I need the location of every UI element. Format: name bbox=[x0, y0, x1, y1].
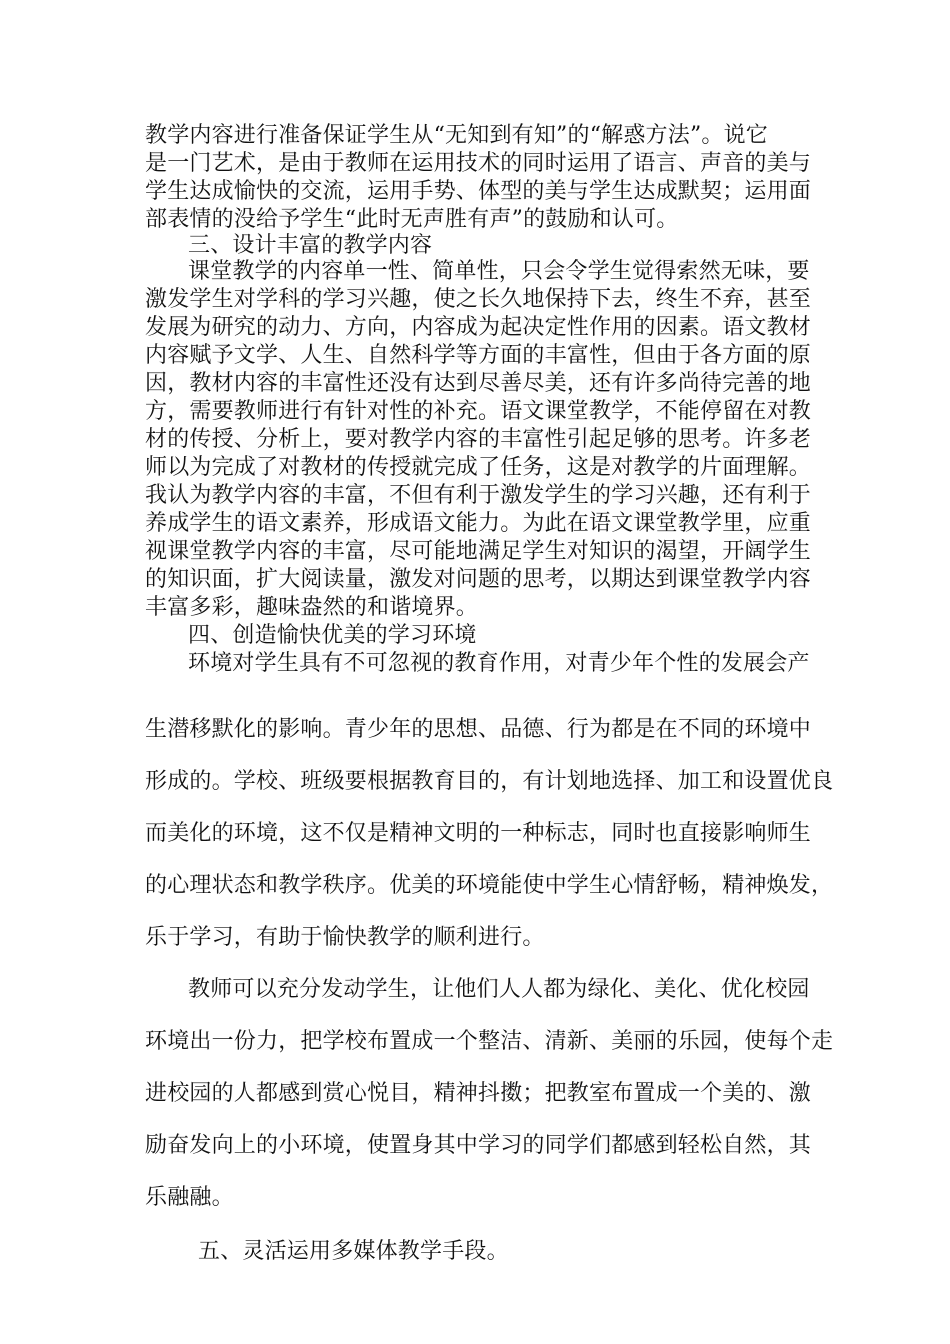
paragraph-line: 养成学生的语文素养，形成语文能力。为此在语文课堂教学里，应重 bbox=[145, 511, 812, 536]
paragraph-line: 因，教材内容的丰富性还没有达到尽善尽美，还有许多尚待完善的地 bbox=[145, 371, 812, 396]
paragraph-line: 激发学生对学科的学习兴趣，使之长久地保持下去，终生不弃，甚至 bbox=[145, 287, 812, 312]
paragraph-line: 学生达成愉快的交流，运用手势、体型的美与学生达成默契；运用面 bbox=[145, 179, 812, 204]
paragraph-line: 丰富多彩，趣味盎然的和谐境界。 bbox=[145, 595, 479, 620]
section-heading: 三、设计丰富的教学内容 bbox=[188, 233, 433, 258]
paragraph-line: 环境出一份力，把学校布置成一个整洁、清新、美丽的乐园，使每个走 bbox=[145, 1029, 834, 1054]
paragraph-line: 环境对学生具有不可忽视的教育作用，对青少年个性的发展会产 bbox=[188, 651, 810, 676]
paragraph-line: 生潜移默化的影响。青少年的思想、品德、行为都是在不同的环境中 bbox=[145, 717, 812, 742]
paragraph-line: 内容赋予文学、人生、自然科学等方面的丰富性，但由于各方面的原 bbox=[145, 343, 812, 368]
paragraph-line: 的知识面，扩大阅读量，激发对问题的思考，以期达到课堂教学内容 bbox=[145, 567, 812, 592]
paragraph-line: 形成的。学校、班级要根据教育目的，有计划地选择、加工和设置优良 bbox=[145, 769, 834, 794]
paragraph-line: 进校园的人都感到赏心悦目，精神抖擞；把教室布置成一个美的、激 bbox=[145, 1081, 812, 1106]
paragraph-line: 发展为研究的动力、方向，内容成为起决定性作用的因素。语文教材 bbox=[145, 315, 812, 340]
paragraph-line: 乐融融。 bbox=[145, 1185, 234, 1210]
paragraph-line: 是一门艺术，是由于教师在运用技术的同时运用了语言、声音的美与 bbox=[145, 151, 812, 176]
paragraph-line: 励奋发向上的小环境，使置身其中学习的同学们都感到轻松自然，其 bbox=[145, 1133, 812, 1158]
paragraph-line: 视课堂教学内容的丰富，尽可能地满足学生对知识的渴望，开阔学生 bbox=[145, 539, 812, 564]
paragraph-line: 乐于学习，有助于愉快教学的顺利进行。 bbox=[145, 925, 545, 950]
paragraph-line: 方，需要教师进行有针对性的补充。语文课堂教学，不能停留在对教 bbox=[145, 399, 812, 424]
paragraph-line: 我认为教学内容的丰富，不但有利于激发学生的学习兴趣，还有利于 bbox=[145, 483, 812, 508]
paragraph-line: 而美化的环境，这不仅是精神文明的一种标志，同时也直接影响师生 bbox=[145, 821, 812, 846]
paragraph-line: 部表情的没给予学生“此时无声胜有声”的鼓励和认可。 bbox=[145, 207, 679, 232]
paragraph-line: 师以为完成了对教材的传授就完成了任务，这是对教学的片面理解。 bbox=[145, 455, 812, 480]
section-heading: 五、灵活运用多媒体教学手段。 bbox=[198, 1239, 509, 1264]
paragraph-line: 材的传授、分析上，要对教学内容的丰富性引起足够的思考。许多老 bbox=[145, 427, 812, 452]
paragraph-line: 教师可以充分发动学生，让他们人人都为绿化、美化、优化校园 bbox=[188, 977, 810, 1002]
section-heading: 四、创造愉快优美的学习环境 bbox=[188, 623, 477, 648]
paragraph-line: 的心理状态和教学秩序。优美的环境能使中学生心情舒畅，精神焕发， bbox=[145, 873, 834, 898]
paragraph-line: 课堂教学的内容单一性、简单性，只会令学生觉得索然无味，要 bbox=[188, 259, 810, 284]
paragraph-line: 教学内容进行准备保证学生从“无知到有知”的“解惑方法”。说它 bbox=[145, 123, 768, 148]
